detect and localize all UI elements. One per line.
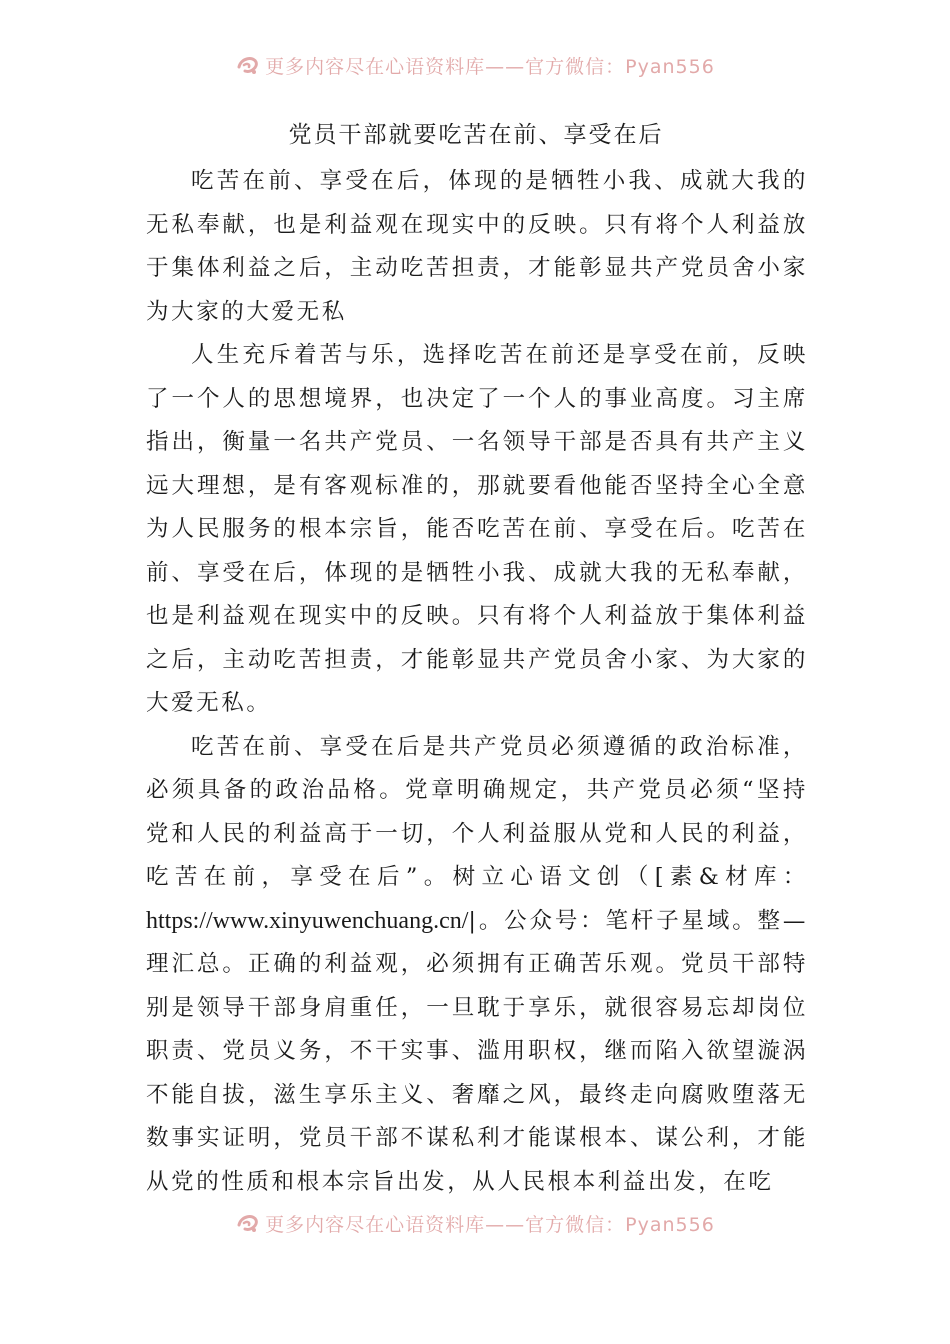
paragraph-1: 吃苦在前、享受在后，体现的是牺牲小我、成就大我的无私奉献，也是利益观在现实中的反映。只有将个人利益放于集体利益之后，主动吃苦担责，才能彰显共产党员舍小家为大家的大爱无私 (146, 168, 808, 325)
watermark-text: 更多内容尽在心语资料库——官方微信：Pyan556 (265, 1213, 715, 1236)
paragraph-2: 人生充斥着苦与乐，选择吃苦在前还是享受在前，反映了一个人的思想境界，也决定了一个人的事业高度。习主席指出，衡量一名共产党员、一名领导干部是否具有共产主义远大理想，是有客观标准的，那就要看他能否坚持全心全意为人民服务的根本宗旨，能否吃苦在前、享受在后。吃苦在前、享受在后，体现的是牺牲小我、成就大我的无私奉献，也是利益观在现实中的反映。只有将个人利益放于集体利益之后，主动吃苦担责，才能彰显共产党员舍小家、为大家的大爱无私。 (146, 342, 808, 716)
paragraph-3-rest: |。公众号：笔杆子星域。整—理汇总。正确的利益观，必须拥有正确苦乐观。党员干部特别是领导干部身肩重任，一旦耽于享乐，就很容易忘却岗位职责、党员义务，不干实事、滥用职权，继而陷入欲望漩涡不能自拔，滋生享乐主义、奢靡之风，最终走向腐败堕落无数事实证明，党员干部不谋私利才能谋根本、谋公利，才能从党的性质和根本宗旨出发，从人民根本利益出发，在吃 (146, 907, 808, 1195)
source-url: https://www.xinyuwenchuang.cn/ (146, 907, 469, 934)
brush-swirl-logo-icon (235, 1210, 261, 1236)
paragraph-3 (146, 726, 808, 1205)
document-body (146, 160, 808, 1204)
footer-watermark (0, 1208, 950, 1238)
paragraph-3-lead: 吃苦在前、享受在后是共产党员必须遵循的政治标准，必须具备的政治品格。党章明确规定，共产党员必须“坚持党和人民的利益高于一切，个人利益服从党和人民的利益，吃苦在前，享受在后”。树立心语文创（[素&材库： (146, 733, 808, 890)
header-watermark (0, 50, 950, 80)
page-title: 党员干部就要吃苦在前、享受在后 (288, 122, 664, 148)
watermark-text: 更多内容尽在心语资料库——官方微信：Pyan556 (265, 55, 715, 78)
brush-swirl-logo-icon (235, 52, 261, 78)
